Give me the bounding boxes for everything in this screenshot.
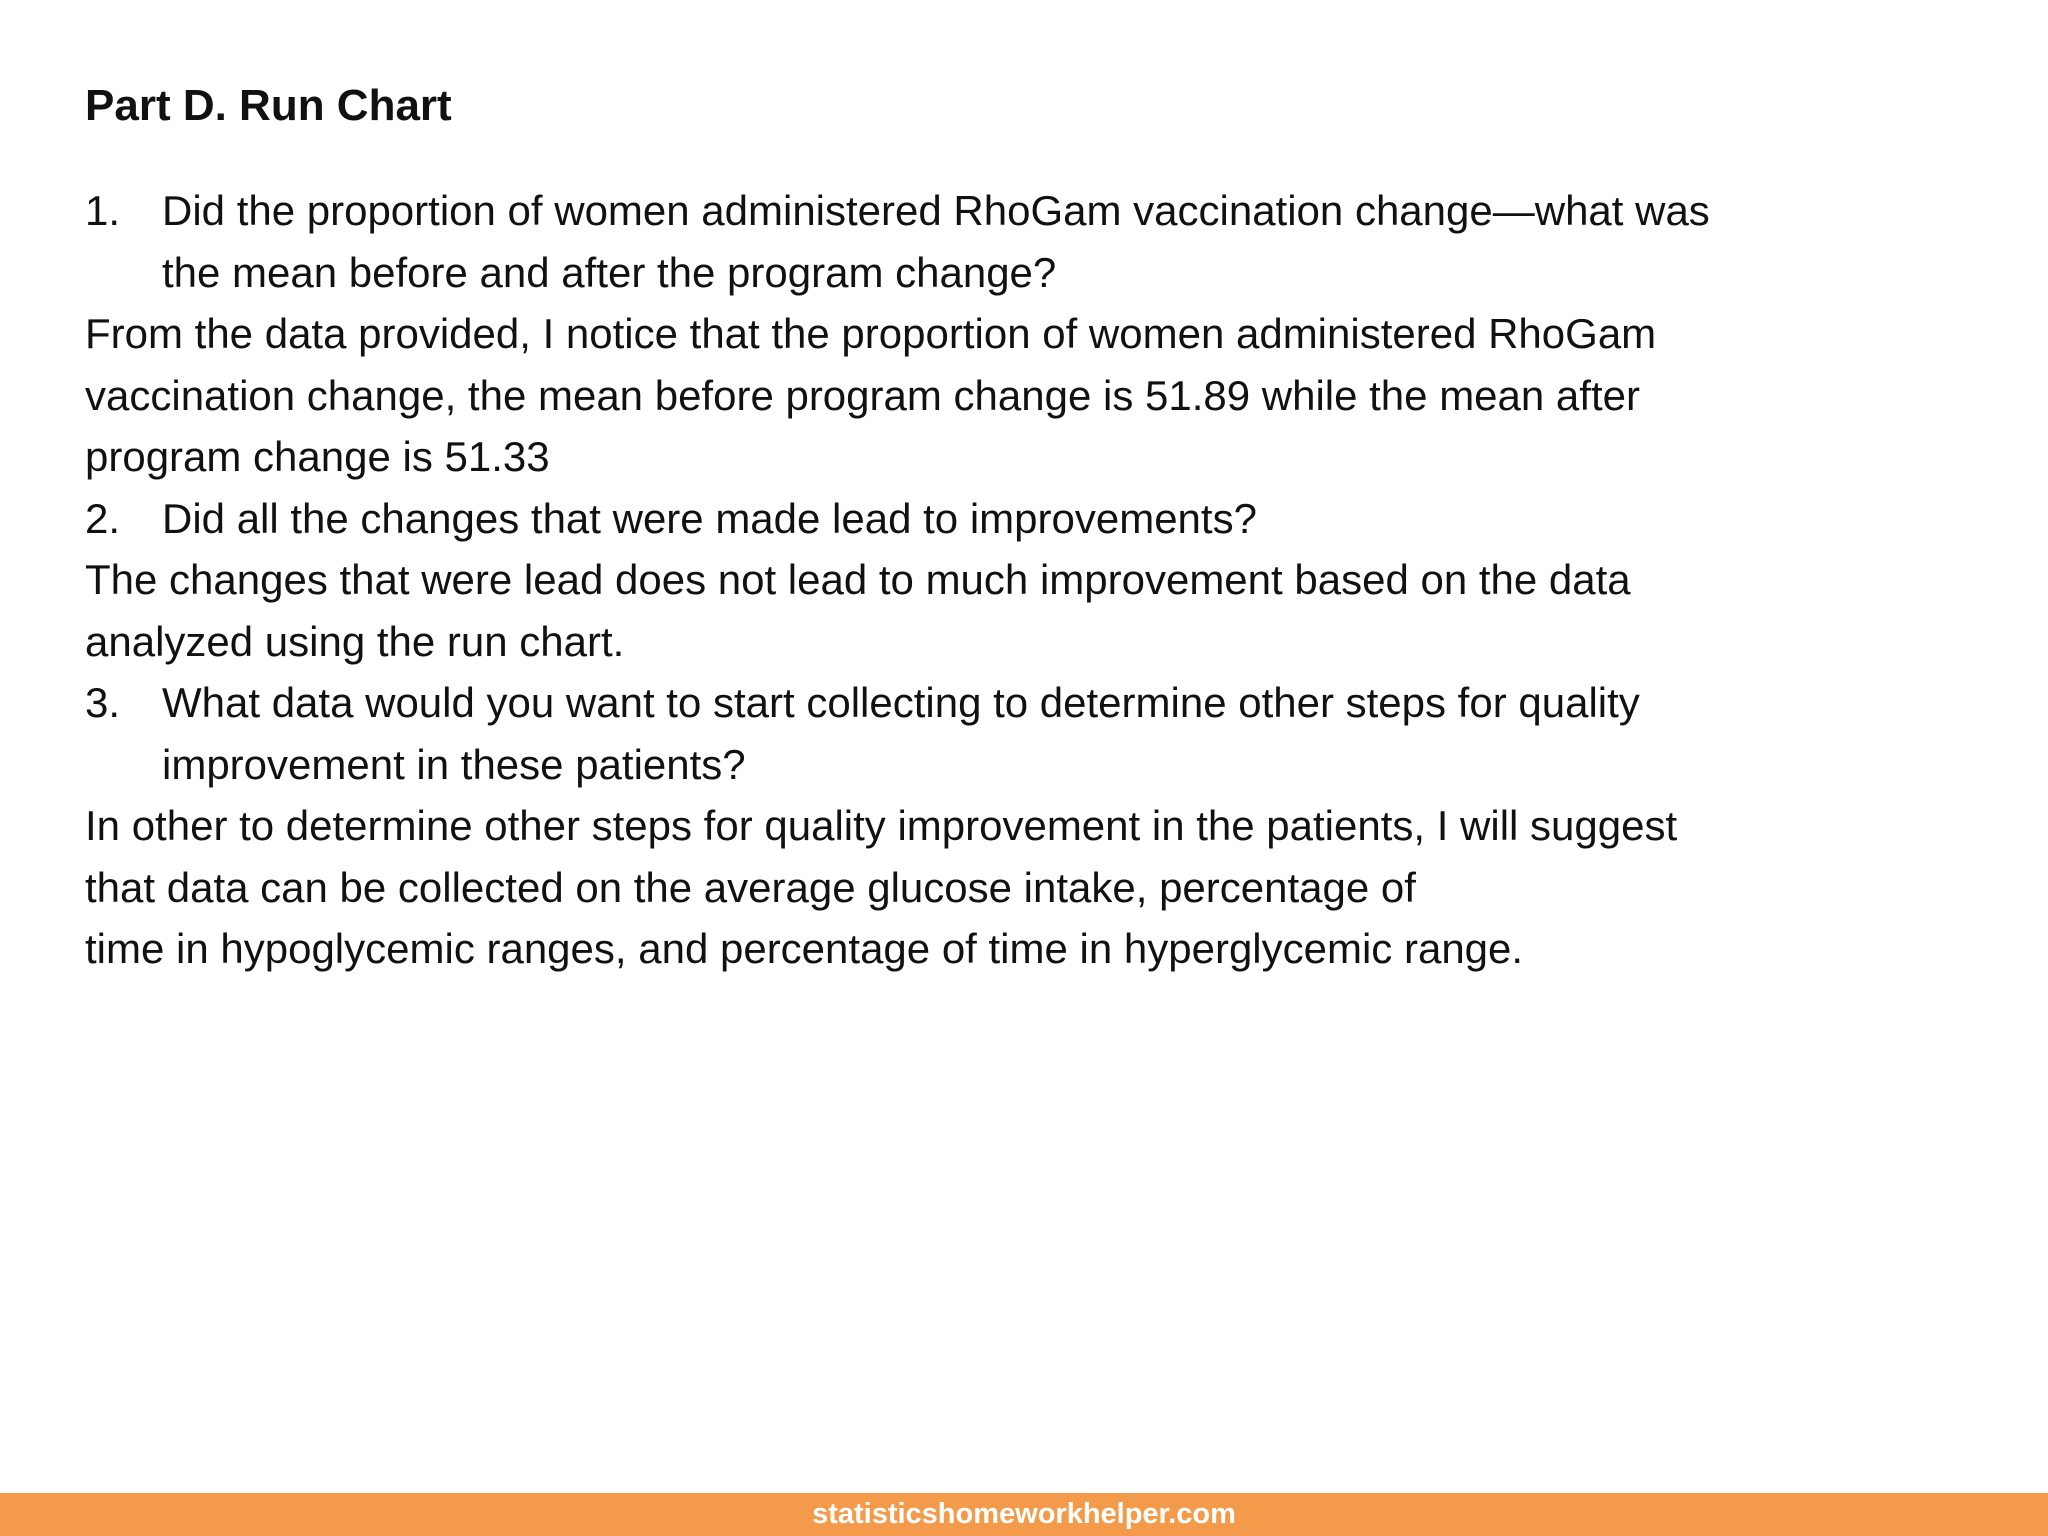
question-text <box>162 488 1962 550</box>
answer-line: In other to determine other steps for quality improvement in the patients, I will suggest <box>85 802 1678 849</box>
answer-line: program change is 51.33 <box>85 433 550 480</box>
footer-bar <box>0 1493 2048 1536</box>
question-1 <box>85 180 1985 303</box>
footer-website: statisticshomeworkhelper.com <box>812 1498 1236 1530</box>
slide-content <box>85 72 1985 980</box>
answer-line: analyzed using the run chart. <box>85 617 625 665</box>
question-line: What data would you want to start collecting to determine other steps for quality <box>162 679 1640 726</box>
question-line: improvement in these patients? <box>162 740 746 788</box>
question-line: Did all the changes that were made lead to improvements? <box>162 494 1257 542</box>
question-3 <box>85 672 1985 795</box>
answer-line: From the data provided, I notice that the proportion of women administered RhoGam <box>85 310 1657 357</box>
question-number: 2. <box>85 494 121 542</box>
answer-line: that data can be collected on the average glucose intake, percentage of <box>85 863 1416 911</box>
question-2 <box>85 488 1985 550</box>
answer-line: vaccination change, the mean before program change is 51.89 while the mean after <box>85 371 1640 419</box>
question-line: Did the proportion of women administered RhoGam vaccination change—what was <box>162 187 1710 234</box>
question-text <box>162 672 1962 795</box>
answer-line: The changes that were lead does not lead to much improvement based on the data <box>85 556 1631 603</box>
question-line: the mean before and after the program change? <box>162 248 1057 296</box>
answer-line: time in hypoglycemic ranges, and percentage of time in hyperglycemic range. <box>85 925 1524 972</box>
question-number: 1. <box>85 187 121 234</box>
page-title: Part D. Run Chart <box>85 81 452 130</box>
question-text <box>162 180 1962 303</box>
question-number: 3. <box>85 679 121 726</box>
